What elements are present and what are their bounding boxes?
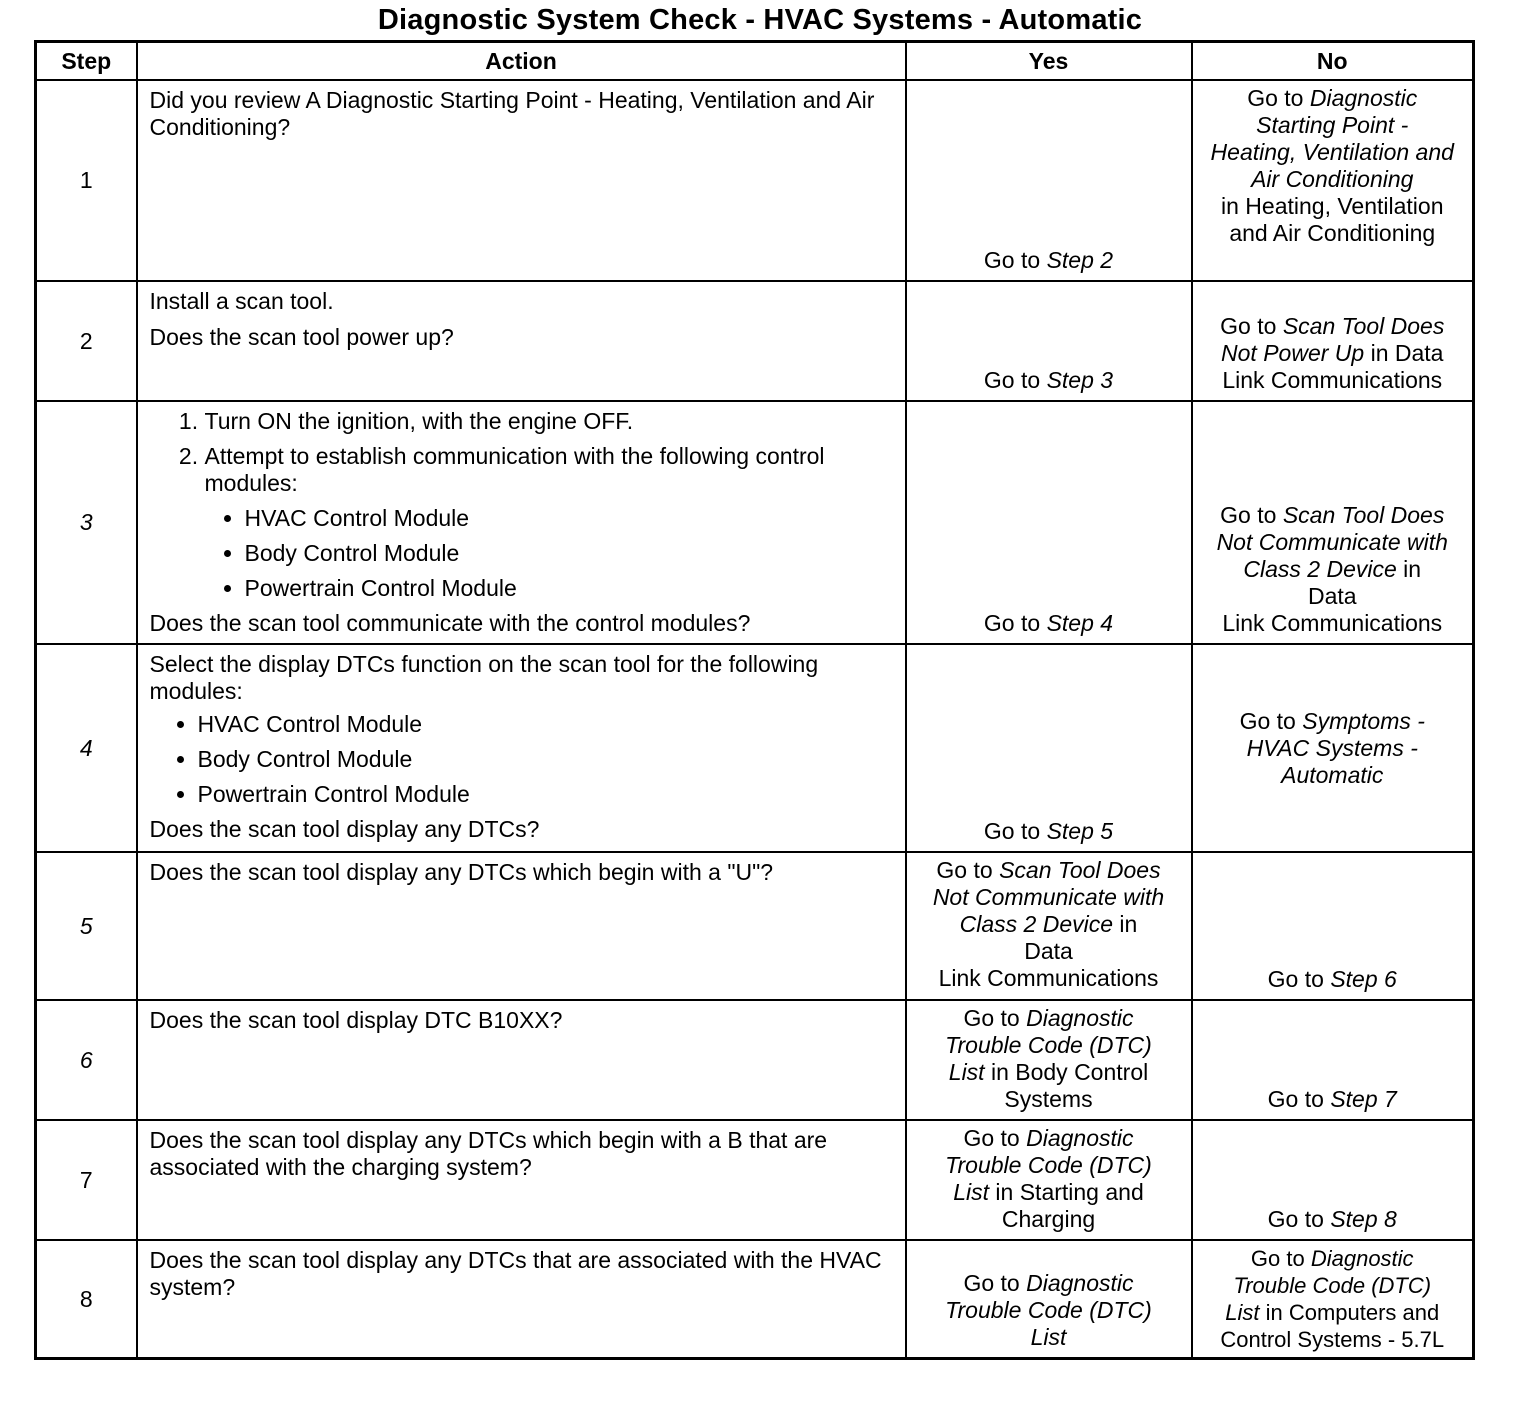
table-row xyxy=(36,281,1474,401)
module-list xyxy=(205,505,893,602)
step-number: 8 xyxy=(36,1240,137,1359)
no-link[interactable]: Step 6 xyxy=(1330,966,1397,992)
no-suffix: in xyxy=(1396,556,1422,582)
list-item xyxy=(205,443,893,602)
yes-link[interactable]: Step 4 xyxy=(1046,610,1114,636)
no-suffix: in Computers and xyxy=(1259,1300,1440,1325)
action-question: Does the scan tool communicate with the control modules? xyxy=(149,610,751,636)
yes-cell xyxy=(906,1000,1192,1120)
action-cell xyxy=(137,852,906,1000)
yes-link[interactable]: Diagnostic xyxy=(1026,1125,1134,1151)
action-cell xyxy=(137,644,906,852)
no-link-line[interactable]: Not Communicate with xyxy=(1216,529,1448,555)
yes-suffix-line: Link Communications xyxy=(938,965,1159,991)
module-list xyxy=(150,711,893,808)
header-no: No xyxy=(1192,42,1474,81)
yes-suffix-line: Charging xyxy=(1001,1206,1096,1232)
header-yes: Yes xyxy=(906,42,1192,81)
no-link[interactable]: Step 8 xyxy=(1330,1206,1397,1232)
list-item: • HVAC Control Module xyxy=(198,711,893,738)
table-row xyxy=(36,80,1474,281)
list-item: 1. Turn ON the ignition, with the engine OFF. xyxy=(205,408,893,435)
no-cell xyxy=(1192,1240,1474,1359)
yes-link-line[interactable]: List xyxy=(948,1059,985,1085)
yes-cell xyxy=(906,281,1192,401)
table-header-row xyxy=(36,42,1474,81)
table-row xyxy=(36,644,1474,852)
table-row xyxy=(36,1120,1474,1240)
no-suffix-line: Control Systems - 5.7L xyxy=(1220,1327,1445,1352)
header-step: Step xyxy=(36,42,137,81)
yes-link[interactable]: Diagnostic xyxy=(1026,1270,1134,1296)
step-number: 7 xyxy=(36,1120,137,1240)
no-prefix: Go to xyxy=(1250,1246,1311,1271)
no-prefix: Go to xyxy=(1220,502,1283,528)
yes-prefix: Go to xyxy=(983,610,1047,636)
action-text: Did you review A Diagnostic Starting Point - Heating, Ventilation and Air Conditioning? xyxy=(149,87,875,140)
step-number: 4 xyxy=(36,644,137,852)
yes-prefix: Go to xyxy=(983,367,1047,393)
action-cell xyxy=(137,80,906,281)
action-text: Does the scan tool display DTC B10XX? xyxy=(149,1007,563,1033)
list-item: • Body Control Module xyxy=(245,540,893,567)
action-text: Select the display DTCs function on the scan tool for the following modules: xyxy=(149,651,819,704)
yes-link[interactable]: Step 2 xyxy=(1046,247,1114,273)
no-cell xyxy=(1192,1000,1474,1120)
table-row xyxy=(36,852,1474,1000)
action-cell xyxy=(137,401,906,644)
table-row xyxy=(36,401,1474,644)
no-cell xyxy=(1192,852,1474,1000)
yes-link-line[interactable]: List xyxy=(1030,1324,1067,1350)
action-cell xyxy=(137,281,906,401)
yes-cell xyxy=(906,1240,1192,1359)
no-suffix-line: Link Communications xyxy=(1222,610,1443,636)
no-prefix: Go to xyxy=(1247,85,1310,111)
no-link[interactable]: Diagnostic Starting Point - Heating, Ventilation and Air Conditioning xyxy=(1210,85,1454,192)
yes-cell xyxy=(906,80,1192,281)
no-cell xyxy=(1192,281,1474,401)
yes-link[interactable]: Diagnostic xyxy=(1026,1005,1134,1031)
action-text: Does the scan tool display any DTCs that are associated with the HVAC system? xyxy=(149,1247,882,1300)
yes-link-line[interactable]: Trouble Code (DTC) xyxy=(945,1152,1152,1178)
action-cell xyxy=(137,1000,906,1120)
no-link[interactable]: Scan Tool Does Not Power Up xyxy=(1221,313,1445,366)
no-cell xyxy=(1192,401,1474,644)
step-number: 2 xyxy=(36,281,137,401)
no-suffix: in Data xyxy=(1364,340,1444,366)
page-title: Diagnostic System Check - HVAC Systems - Automatic xyxy=(377,4,1143,36)
no-suffix-line: Data xyxy=(1307,583,1357,609)
yes-link-line[interactable]: Trouble Code (DTC) xyxy=(945,1297,1152,1323)
yes-link[interactable]: Step 3 xyxy=(1046,367,1114,393)
no-link-line[interactable]: Trouble Code (DTC) xyxy=(1233,1273,1432,1298)
no-cell xyxy=(1192,80,1474,281)
action-cell xyxy=(137,1120,906,1240)
yes-link-line[interactable]: List xyxy=(953,1179,990,1205)
no-link[interactable]: Step 7 xyxy=(1330,1086,1397,1112)
header-action: Action xyxy=(137,42,906,81)
table-row xyxy=(36,1240,1474,1359)
yes-link[interactable]: Scan Tool Does xyxy=(999,857,1161,883)
no-link[interactable]: Scan Tool Does xyxy=(1282,502,1445,528)
yes-link[interactable]: Step 5 xyxy=(1046,818,1114,844)
list-item: • Powertrain Control Module xyxy=(245,575,893,602)
action-cell xyxy=(137,1240,906,1359)
table-row xyxy=(36,1000,1474,1120)
yes-prefix: Go to xyxy=(963,1005,1027,1031)
yes-cell xyxy=(906,1120,1192,1240)
no-suffix-line: Link Communications xyxy=(1222,367,1443,393)
no-cell xyxy=(1192,1120,1474,1240)
no-link[interactable]: Symptoms - xyxy=(1302,707,1425,734)
yes-cell xyxy=(906,644,1192,852)
no-prefix: Go to xyxy=(1220,313,1283,339)
action-text: Does the scan tool display any DTCs which begin with a "U"? xyxy=(149,859,774,885)
no-link[interactable]: Diagnostic xyxy=(1310,1246,1414,1271)
yes-suffix: in xyxy=(1113,911,1138,937)
no-link-line[interactable]: List xyxy=(1225,1300,1260,1325)
step-number: 1 xyxy=(36,80,137,281)
diagnostic-table xyxy=(34,40,1475,1360)
no-prefix: Go to xyxy=(1267,1086,1331,1112)
yes-prefix: Go to xyxy=(936,857,1000,883)
yes-prefix: Go to xyxy=(963,1125,1027,1151)
no-prefix: Go to xyxy=(1267,966,1331,992)
action-text: Does the scan tool display any DTCs which begin with a B that are associated with the charging system? xyxy=(149,1127,828,1180)
list-item-text: Attempt to establish communication with the following control modules: xyxy=(204,443,825,496)
no-prefix: Go to xyxy=(1267,1206,1331,1232)
yes-prefix: Go to xyxy=(983,818,1047,844)
yes-suffix: in Body Control xyxy=(984,1059,1149,1085)
no-suffix: in Heating, Ventilation and Air Conditioning xyxy=(1221,193,1444,246)
no-prefix: Go to xyxy=(1239,707,1303,734)
yes-link-line[interactable]: Not Communicate with xyxy=(932,884,1165,910)
yes-cell xyxy=(906,401,1192,644)
yes-suffix: in Starting and xyxy=(989,1179,1144,1205)
step-number: 3 xyxy=(36,401,137,644)
action-question: Does the scan tool power up? xyxy=(149,324,454,350)
yes-prefix: Go to xyxy=(963,1270,1027,1296)
yes-link-line[interactable]: Class 2 Device xyxy=(959,911,1114,937)
yes-suffix-line: Systems xyxy=(1004,1086,1093,1112)
step-number: 5 xyxy=(36,852,137,1000)
list-item: • Powertrain Control Module xyxy=(198,781,893,808)
yes-prefix: Go to xyxy=(983,247,1047,273)
no-cell xyxy=(1192,644,1474,852)
action-steps xyxy=(150,408,893,602)
list-item: • Body Control Module xyxy=(198,746,893,773)
yes-link-line[interactable]: Trouble Code (DTC) xyxy=(945,1032,1152,1058)
no-link-line[interactable]: HVAC Systems - xyxy=(1246,734,1418,761)
action-question: Does the scan tool display any DTCs? xyxy=(149,816,540,842)
step-number: 6 xyxy=(36,1000,137,1120)
list-item: • HVAC Control Module xyxy=(245,505,893,532)
action-text: Install a scan tool. xyxy=(149,288,334,314)
no-link-line[interactable]: Class 2 Device xyxy=(1243,556,1397,582)
yes-cell xyxy=(906,852,1192,1000)
yes-suffix-line: Data xyxy=(1024,938,1073,964)
no-link-line[interactable]: Automatic xyxy=(1281,761,1384,788)
